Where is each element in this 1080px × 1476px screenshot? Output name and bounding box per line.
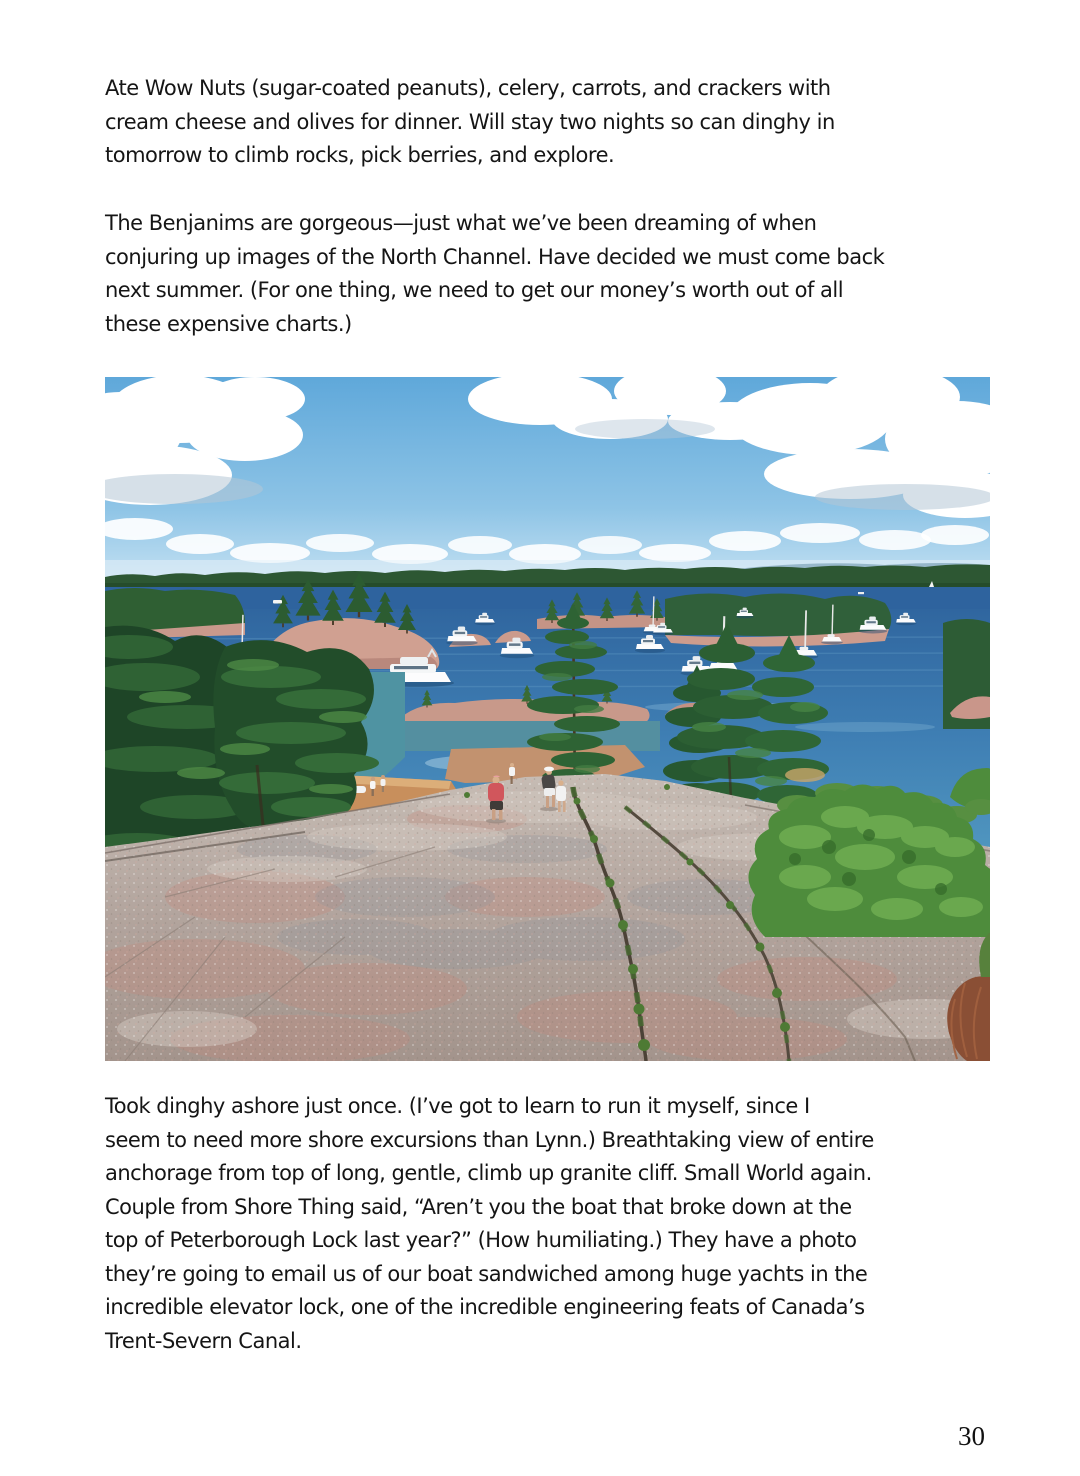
text-line: these expensive charts.) <box>105 311 352 336</box>
anchorage-photo <box>105 377 990 1061</box>
text-line: The Benjanims are gorgeous—just what we’ve been dreaming of when <box>105 211 817 235</box>
text-line: conjuring up images of the North Channel. Have decided we must come back <box>105 244 885 269</box>
page-number: 30 <box>958 1421 985 1451</box>
text-line: Ate Wow Nuts (sugar-coated peanuts), celery, carrots, and crackers with <box>105 76 831 100</box>
text-line: incredible elevator lock, one of the incredible engineering feats of Canada’s <box>105 1295 865 1319</box>
journal-paragraph-3 <box>105 1090 1005 1358</box>
text-line: anchorage from top of long, gentle, climb up granite cliff. Small World again. <box>105 1161 872 1185</box>
text-line: tomorrow to climb rocks, pick berries, and explore. <box>105 143 615 167</box>
text-line: Trent-Severn Canal. <box>105 1328 302 1353</box>
text-line: Took dinghy ashore just once. (I’ve got to learn to run it myself, since I <box>105 1094 810 1118</box>
text-line: seem to need more shore excursions than Lynn.) Breathtaking view of entire <box>105 1127 874 1152</box>
text-line: they’re going to email us of our boat sandwiched among huge yachts in the <box>105 1261 868 1286</box>
journal-paragraph-2 <box>105 207 1005 341</box>
text-line: cream cheese and olives for dinner. Will stay two nights so can dinghy in <box>105 109 835 134</box>
text-line: Couple from Shore Thing said, “Aren’t you the boat that broke down at the <box>105 1194 852 1219</box>
text-line: top of Peterborough Lock last year?” (How humiliating.) They have a photo <box>105 1228 857 1252</box>
journal-paragraph-1 <box>105 72 1005 173</box>
text-line: next summer. (For one thing, we need to get our money’s worth out of all <box>105 278 844 302</box>
